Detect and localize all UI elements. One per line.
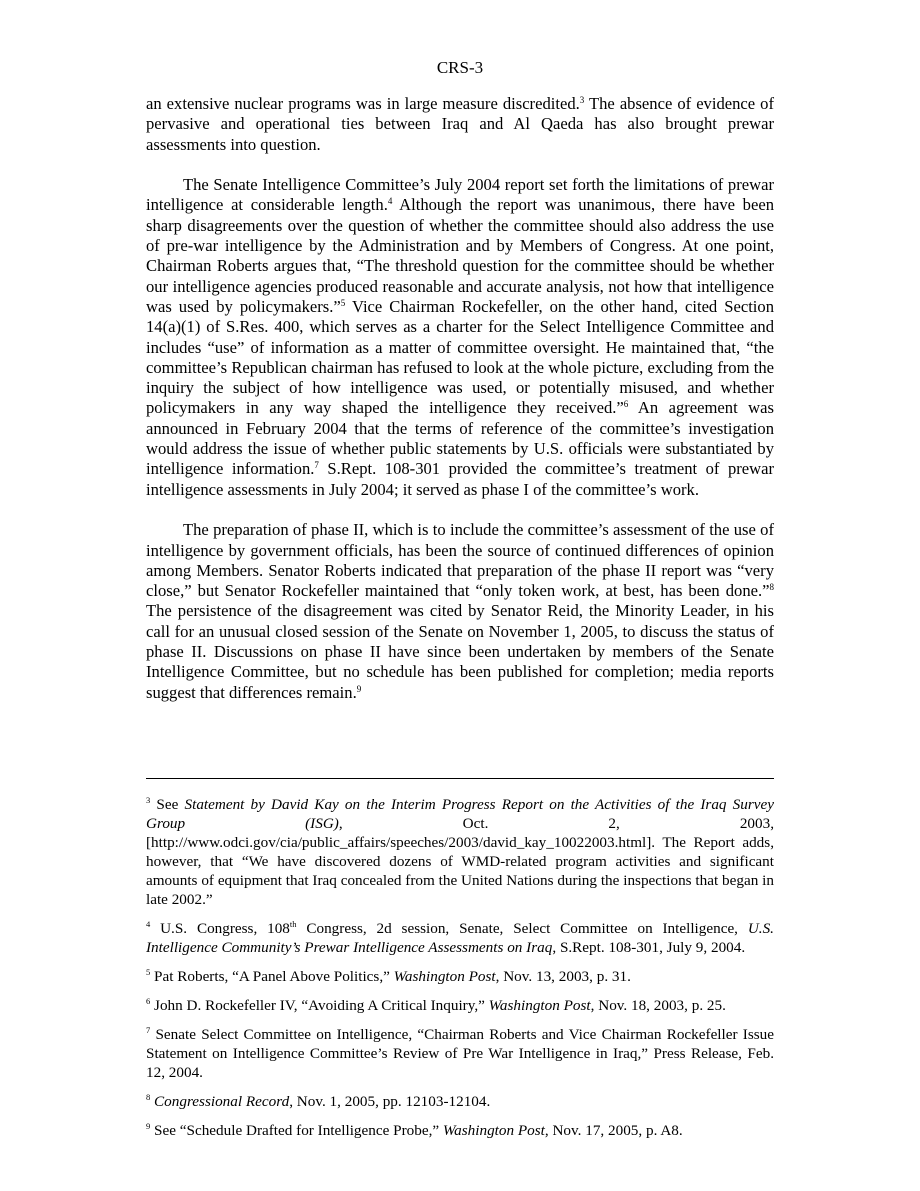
footnote-number: 5 bbox=[146, 967, 151, 977]
footnote-number: 7 bbox=[146, 1025, 151, 1035]
footnote-6: $^6$ John D. Rockefeller IV, “Avoiding A Critical Inquiry,” Washington Post, Nov. 18, 2003, p. 25. bbox=[146, 996, 726, 1014]
paragraph-2: The Senate Intelligence Committee’s July 2004 report set forth the limitations of prewar intelligence at considerable length.$^4$ Although the report was unanimous, there have been sharp disagreements over the question of whether the committee should also address the use of pre-war intelligence by the Administration and by Members of Congress. At one point, Chairman Roberts argues that, “The threshold question for the committee should be whether our intelligence agencies produced reasonable and accurate analysis, not how that intelligence was used by policymakers.”$^5$ Vice Chairman Rockefeller, on the other hand, cited Section 14(a)(1) of S.Res. 400, which serves as a charter for the Select Intelligence Committee and includes “use” of information as a matter of committee oversight. He maintained that, “the committee’s Republican chairman has refused to look at the whole picture, excluding from the inquiry the subject of how intelligence was used, or potentially misused, and whether policymakers in any way shaped the intelligence they received.”$^6$ An agreement was announced in February 2004 that the terms of reference of the committee’s investigation would address the issue of whether public statements by U.S. officials were substantiated by intelligence information.$^7$ S.Rept. 108-301 provided the committee’s treatment of prewar intelligence assessments in July 2004; it served as phase I of the committee’s work. bbox=[146, 175, 775, 499]
footnote-ref-5[interactable]: 5 bbox=[340, 297, 346, 308]
footnote-number: 3 bbox=[146, 795, 151, 805]
footnote-url-text[interactable]: , Oct. 2, 2003, [http://www.odci.gov/cia/public_affairs/speeches/2003/david_kay_10022003.html]. The Report adds, however, that “We have discovered dozens of WMD-related program activities and significant amounts of equipment that Iraq concealed from the United Nations during the inspections that began in late 2002.” bbox=[146, 815, 774, 908]
footnote-4: $^4$ U.S. Congress, 108th Congress, 2d session, Senate, Select Committee on Intelligence, U.S. Intelligence Community’s Prewar Intelligence Assessments on Iraq, S.Rept. 108-301, July 9, 2004. bbox=[146, 919, 774, 956]
footnotes bbox=[146, 795, 774, 1150]
footnote-ref-8[interactable]: 8 bbox=[769, 582, 774, 593]
ordinal-suffix: th bbox=[289, 919, 297, 929]
footnote-5: $^5$ Pat Roberts, “A Panel Above Politics,” Washington Post, Nov. 13, 2003, p. 31. bbox=[146, 967, 631, 985]
body-text bbox=[146, 94, 774, 723]
footnote-number: 8 bbox=[146, 1092, 151, 1102]
paragraph-1: an extensive nuclear programs was in large measure discredited.$^3$ The absence of evidence of pervasive and operational ties between Iraq and Al Qaeda has also brought prewar assessments into question. bbox=[146, 94, 774, 154]
page-header bbox=[0, 58, 920, 78]
footnote-number: 4 bbox=[146, 919, 151, 929]
source-title: Washington Post bbox=[488, 997, 591, 1014]
footnote-ref-4[interactable]: 4 bbox=[387, 196, 393, 207]
footnote-ref-7[interactable]: 7 bbox=[314, 460, 319, 471]
source-title: Congressional Record bbox=[154, 1093, 290, 1110]
paragraph-3: The preparation of phase II, which is to include the committee’s assessment of the use of intelligence by government officials, has been the source of continued differences of opinion among Members. Senator Roberts indicated that preparation of the phase II report was “very close,” but Senator Rockefeller maintained that “only token work, at best, has been done.”$^8$ The persistence of the disagreement was cited by Senator Reid, the Minority Leader, in his call for an unusual closed session of the Senate on November 1, 2005, to discuss the status of phase II. Discussions on phase II have since been undertaken by members of the Senate Intelligence Committee, but no schedule has been published for completion; media reports suggest that differences remain.$^9$ bbox=[146, 520, 774, 702]
footnote-ref-6[interactable]: 6 bbox=[623, 399, 629, 410]
footnote-number: 9 bbox=[146, 1121, 151, 1131]
footnote-separator bbox=[146, 778, 774, 779]
page-number-label: CRS-3 bbox=[436, 58, 484, 77]
footnote-9: $^9$ See “Schedule Drafted for Intelligence Probe,” Washington Post, Nov. 17, 2005, p. A8. bbox=[146, 1121, 683, 1139]
source-title: U.S. Intelligence Community’s Prewar Intelligence Assessments on Iraq bbox=[146, 920, 774, 956]
source-title: Washington Post bbox=[442, 1122, 545, 1139]
footnote-3: $^3$ See Statement by David Kay on the Interim Progress Report on the Activities of the Iraq Survey Group (ISG), Oct. 2, 2003, [http://www.odci.gov/cia/public_affairs/speeches/2003/david_kay_10022003.html]. The Report adds, however, that “We have discovered dozens of WMD-related program activities and significant amounts of equipment that Iraq concealed from the United Nations during the inspections that began in late 2002.” bbox=[146, 795, 774, 908]
footnote-number: 6 bbox=[146, 996, 151, 1006]
footnote-8: $^8$ Congressional Record, Nov. 1, 2005, pp. 12103-12104. bbox=[146, 1092, 491, 1110]
footnote-7: $^7$ Senate Select Committee on Intelligence, “Chairman Roberts and Vice Chairman Rockefeller Issue Statement on Intelligence Committee’s Review of Pre War Intelligence in Iraq,” Press Release, Feb. 12, 2004. bbox=[146, 1025, 774, 1081]
source-title: Washington Post bbox=[393, 968, 496, 985]
source-title: Statement by David Kay on the Interim Progress Report on the Activities of the Iraq Survey Group (ISG) bbox=[146, 796, 774, 832]
footnote-ref-9[interactable]: 9 bbox=[356, 683, 362, 694]
footnote-ref-3[interactable]: 3 bbox=[579, 95, 585, 105]
